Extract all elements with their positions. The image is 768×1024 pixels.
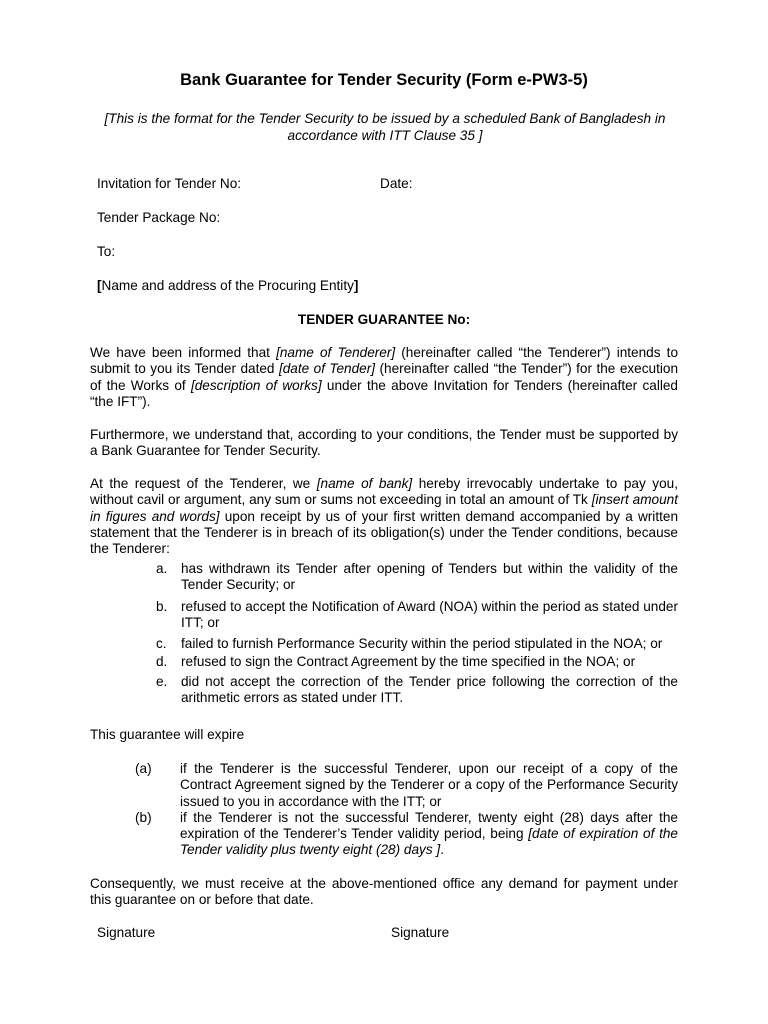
para1-text-2: (hereinafter called “the Tenderer”) intends to submit to you its Tender dated [90, 345, 679, 377]
para1-text-1: We have been informed that [90, 345, 277, 360]
list-item-text: has withdrawn its Tender after opening of Tenders but within the validity of the Tender Security; or [181, 561, 678, 593]
breach-conditions-list [156, 561, 678, 706]
list-item [156, 636, 678, 652]
para1-text-3: (hereinafter called “the Tender”) for the execution of the Works of [90, 361, 679, 393]
list-marker: a. [156, 561, 168, 576]
paragraph-furthermore: Furthermore, we understand that, according to your conditions, the Tender must be supported by a Bank Guarantee for Tender Security. [90, 427, 678, 459]
date-label: Date: [380, 176, 413, 191]
signature-left: Signature [97, 925, 156, 940]
bank-name-placeholder: [name of bank] [316, 476, 413, 491]
list-item [156, 674, 678, 707]
tenderer-name-placeholder: [name of Tenderer] [276, 345, 396, 360]
list-item [156, 561, 678, 594]
para3-text-2: hereby irrevocably undertake to pay you, without cavil or argument, any sum or sums not exceeding in total an amount of Tk [90, 476, 678, 508]
procuring-entity-placeholder [97, 278, 358, 295]
list-marker: b. [156, 598, 168, 614]
para3-text-1: At the request of the Tenderer, we [90, 476, 317, 491]
para3-text-3: upon receipt by us of your first written demand accompanied by a written statement that the Tenderer is in breach of its obligation(s) under the Tender conditions, because the Tenderer: [90, 508, 679, 557]
package-label: Tender Package No: [97, 210, 221, 225]
paragraph-consequently: Consequently, we must receive at the above-mentioned office any demand for payment under this guarantee on or before that date. [90, 876, 678, 908]
list-marker: (a) [135, 761, 152, 776]
list-item-text: if the Tenderer is the successful Tenderer, upon our receipt of a copy of the Contract Agreement signed by the Tenderer or a copy of the Performance Security issued to you in accordance with the ITT; or [180, 761, 678, 809]
list-marker: (b) [135, 809, 152, 825]
invitation-label: Invitation for Tender No: [97, 176, 242, 191]
list-marker: d. [156, 654, 168, 670]
bracket-open: [ [97, 278, 102, 293]
paragraph-informed [90, 345, 678, 410]
expiry-conditions-list [135, 761, 678, 859]
para1-text-4: under the above Invitation for Tenders (hereinafter called “the IFT”). [90, 377, 678, 409]
list-marker: e. [156, 673, 168, 689]
guarantee-heading: TENDER GUARANTEE No: [297, 312, 471, 327]
expiration-date-placeholder: [date of expiration of the Tender validity plus twenty eight (28) days ] [180, 826, 678, 858]
signature-right: Signature [391, 925, 450, 940]
tender-date-placeholder: [date of Tender] [278, 361, 376, 377]
paragraph-request [90, 476, 678, 557]
list-item-text: refused to accept the Notification of Award (NOA) within the period as stated under ITT; or [181, 598, 678, 630]
list-item-text: did not accept the correction of the Tender price following the correction of the arithmetic errors as stated under ITT. [181, 673, 678, 706]
list-item [135, 810, 678, 859]
bracket-close: ] [353, 278, 359, 293]
list-item-text: failed to furnish Performance Security within the period stipulated in the NOA; or [181, 636, 663, 652]
expire-intro: This guarantee will expire [90, 727, 245, 742]
list-item [135, 761, 678, 810]
list-item-end: . [440, 842, 444, 858]
to-label: To: [97, 244, 116, 259]
procuring-entity-text: Name and address of the Procuring Entity [101, 278, 354, 293]
list-item [156, 599, 678, 632]
list-item-text: if the Tenderer is not the successful Tenderer, twenty eight (28) days after the expiration of the Tenderer’s Tender validity period, being [180, 809, 678, 842]
list-item [156, 654, 678, 670]
amount-placeholder: [insert amount in figures and words] [90, 492, 678, 524]
list-marker: c. [156, 636, 167, 652]
list-item-text: refused to sign the Contract Agreement by the time specified in the NOA; or [181, 654, 636, 670]
document-title: Bank Guarantee for Tender Security (Form e-PW3-5) [180, 71, 588, 89]
format-note: [This is the format for the Tender Security to be issued by a scheduled Bank of Bangladesh in accordance with ITT Clause 35 ] [104, 111, 666, 143]
works-description-placeholder: [description of works] [190, 377, 322, 393]
